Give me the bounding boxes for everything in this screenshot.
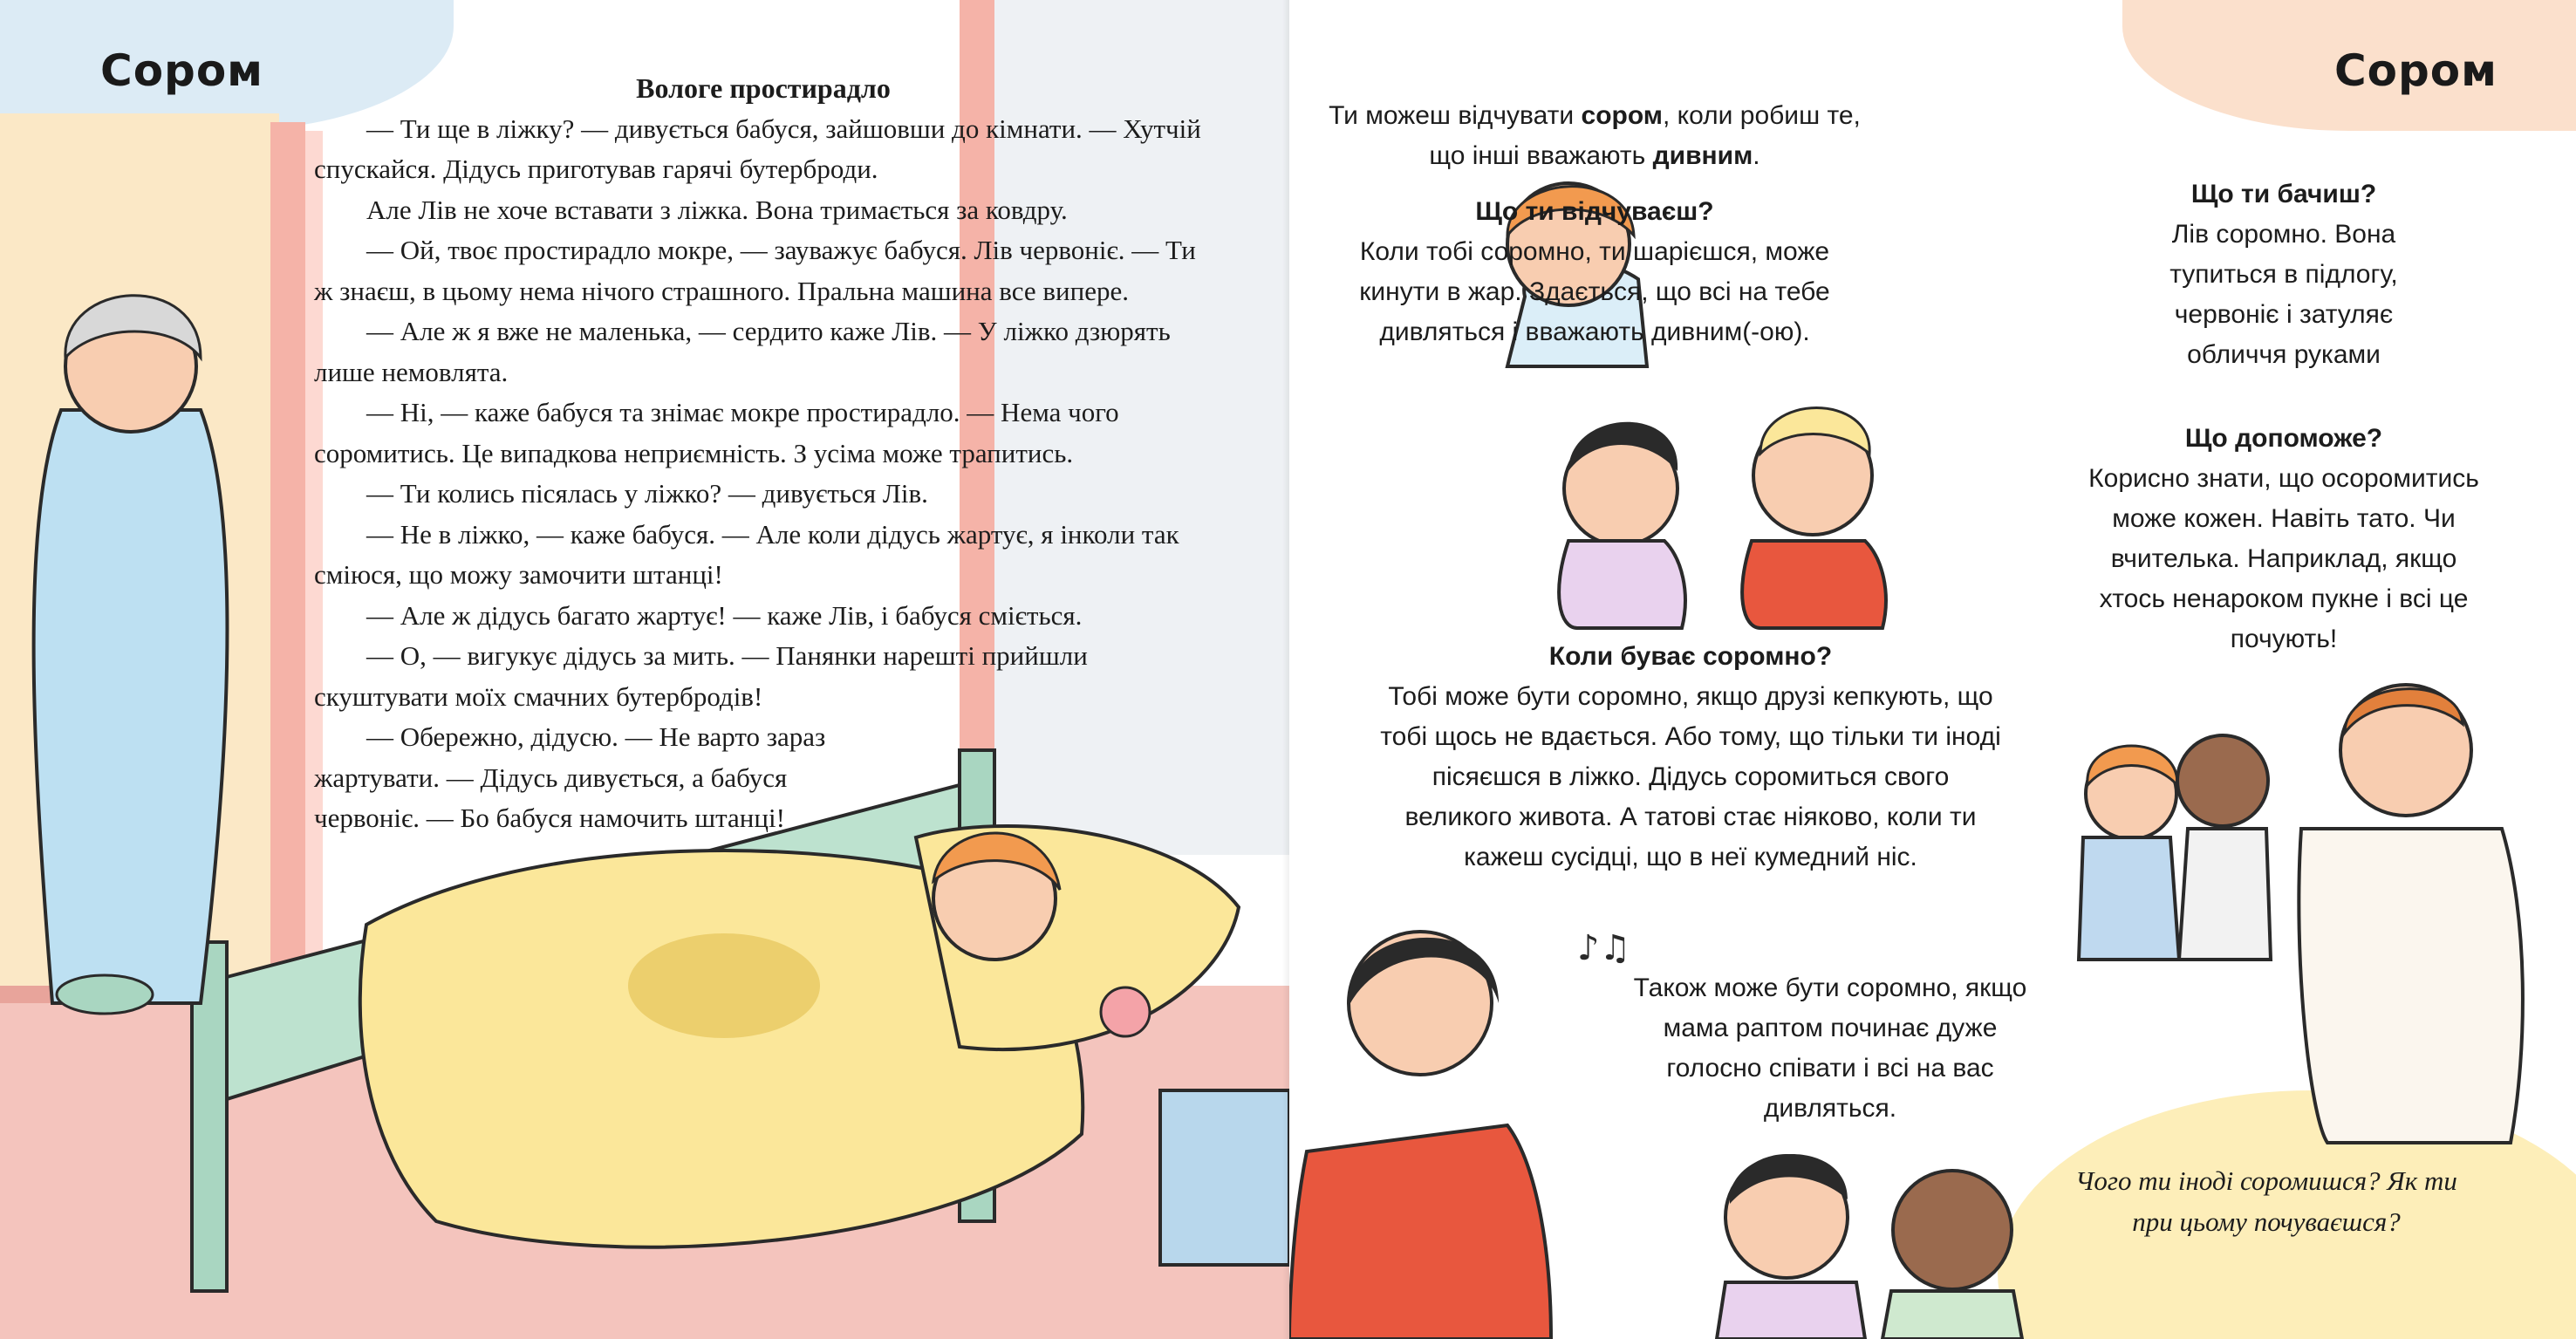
intro-keyword-shame: сором <box>1581 101 1663 130</box>
intro-part: . <box>1753 141 1760 170</box>
see-heading: Що ти бачиш? <box>2190 180 2377 208</box>
when-heading: Коли буває соромно? <box>1548 642 1833 671</box>
story-paragraph: — О, — вигукує дідусь за мить. — Панянки нарешті прийшли скуштувати моїх смачних бутербродів! <box>314 640 1088 712</box>
story-paragraph: — Ні, — каже бабуся та знімає мокре простирадло. — Нема чого соромитись. Це випадкова неприємність. З усіма може трапитись. <box>314 397 1119 468</box>
story-paragraph: — Ти колись пісялась у ліжко? — дивується Лів. <box>366 478 928 509</box>
when-text: Тобі може бути соромно, якщо друзі кепкують, що тобі щось не вдається. Або тому, що тільки ти іноді пісяєшся в ліжко. Дідусь соромиться свого великого живота. А татові стає ніяково, коли ти кажеш сусідці, що в неї кумедний ніс. <box>1380 682 2001 871</box>
see-section <box>2135 174 2432 375</box>
story-paragraph: — Але ж дідусь багато жартує! — каже Лів, і бабуся сміється. <box>366 599 1083 631</box>
intro-part: Ти можеш відчувати <box>1329 101 1582 130</box>
story-paragraph: — Але ж я вже не маленька, — сердито каже Лів. — У ліжко дзюрять лише немовлята. <box>314 316 1171 387</box>
story-paragraph: — Не в ліжко, — каже бабуся. — Але коли дідусь жартує, я інколи так сміюся, що можу замочити штанці! <box>314 518 1179 590</box>
intro-part: , коли робиш те, що інші вважають <box>1429 101 1861 170</box>
story-title: Вологе простирадло <box>636 72 891 104</box>
right-page <box>1289 0 2576 1339</box>
story-text <box>314 68 1213 839</box>
story-paragraph: — Обережно, дідусю. — Не варто зараз жартувати. — Дідусь дивується, а бабуся червоніє. — Бо бабуся намочить штанці! <box>314 721 826 833</box>
help-heading: Що допоможе? <box>2184 424 2383 453</box>
question-text: Чого ти іноді соромишся? Як ти при цьому почуваєшся? <box>2075 1165 2457 1237</box>
svg-text:♪♫: ♪♫ <box>1577 928 1631 968</box>
story-paragraph: — Ти ще в ліжку? — дивується бабуся, зайшовши до кімнати. — Хутчій спускайся. Дідусь приготував гарячі бутерброди. <box>314 113 1201 184</box>
feel-text: Коли тобі соромно, ти шарієшся, може кинути в жар. Здається, що всі на тебе дивляться і вважають дивним(-ою). <box>1359 237 1830 346</box>
story-paragraph: Але Лів не хоче вставати з ліжка. Вона тримається за ковдру. <box>366 194 1068 225</box>
intro-keyword-strange: дивним <box>1652 141 1753 170</box>
intro-text <box>1324 96 1865 176</box>
page-tab-label: Сором <box>2333 45 2497 96</box>
story-paragraph: — Ой, твоє простирадло мокре, — зауважує бабуся. Лів червоніє. — Ти ж знаєш, в цьому нема нічого страшного. Пральна машина все випере. <box>314 235 1196 306</box>
see-text: Лів соромно. Вона тупиться в підлогу, червоніє і затуляє обличчя руками <box>2169 220 2398 369</box>
when-section <box>1377 637 2005 878</box>
singing-text: Також може бути соромно, якщо мама раптом починає дуже голосно співати і всі на вас дивляться. <box>1633 974 2027 1123</box>
help-section <box>2074 419 2493 659</box>
feel-section <box>1342 192 1848 352</box>
feel-heading: Що ти відчуваєш? <box>1475 197 1714 226</box>
page-tab-label: Сором <box>100 45 264 96</box>
help-text: Корисно знати, що осоромитись може кожен. Навіть тато. Чи вчителька. Наприклад, якщо хтось ненароком пукне і всі це почують! <box>2088 464 2479 653</box>
